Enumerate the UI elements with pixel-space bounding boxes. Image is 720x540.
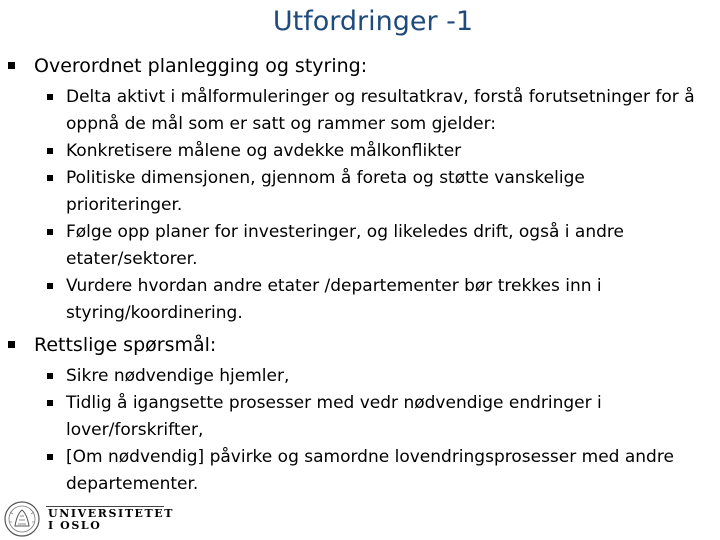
list-item (66, 138, 696, 165)
section-heading-text: Overordnet planlegging og styring: (34, 55, 368, 77)
list-item (66, 165, 696, 219)
slide-content (0, 50, 720, 502)
square-bullet-icon (47, 94, 53, 100)
list-item (66, 219, 696, 273)
list-item-text: [Om nødvendig] påvirke og samordne lovendringsprosesser med andre departementer. (66, 447, 674, 494)
square-bullet-icon (47, 175, 53, 181)
square-bullet-icon (47, 454, 53, 460)
list-item-text: Delta aktivt i målformuleringer og resultatkrav, forstå forutsetninger for å oppnå de mål som er satt og rammer som gjelder: (66, 87, 695, 134)
square-bullet-icon (8, 62, 15, 69)
list-item-text: Tidlig å igangsette prosesser med vedr nødvendige endringer i lover/forskrifter, (66, 393, 602, 440)
section-heading-text: Rettslige spørsmål: (34, 334, 217, 356)
list-item (66, 363, 696, 390)
square-bullet-icon (47, 400, 53, 406)
square-bullet-icon (8, 341, 15, 348)
logo-line-2: I OSLO (48, 519, 102, 532)
slide-title: Utfordringer -1 (272, 6, 474, 37)
planning-items (0, 84, 720, 327)
list-item (66, 444, 696, 498)
square-bullet-icon (47, 283, 53, 289)
list-item-text: Vurdere hvordan andre etater /departementer bør trekkes inn i styring/koordinering. (66, 276, 602, 323)
list-item-text: Politiske dimensjonen, gjennom å foreta og støtte vanskelige prioriteringer. (66, 168, 585, 215)
list-item-text: Sikre nødvendige hjemler, (66, 366, 290, 386)
square-bullet-icon (47, 373, 53, 379)
section-heading-legal (34, 331, 720, 359)
list-item (66, 84, 696, 138)
list-item (66, 273, 696, 327)
square-bullet-icon (47, 148, 53, 154)
legal-items (0, 363, 720, 498)
university-logo (0, 498, 180, 540)
list-item (66, 390, 696, 444)
university-seal-icon (4, 500, 40, 538)
logo-wordmark (48, 508, 174, 532)
section-heading-planning (34, 52, 720, 80)
square-bullet-icon (47, 229, 53, 235)
list-item-text: Følge opp planer for investeringer, og likeledes drift, også i andre etater/sektorer. (66, 222, 624, 269)
list-item-text: Konkretisere målene og avdekke målkonflikter (66, 141, 462, 161)
logo-line-1: UNIVERSITETET (48, 507, 175, 520)
